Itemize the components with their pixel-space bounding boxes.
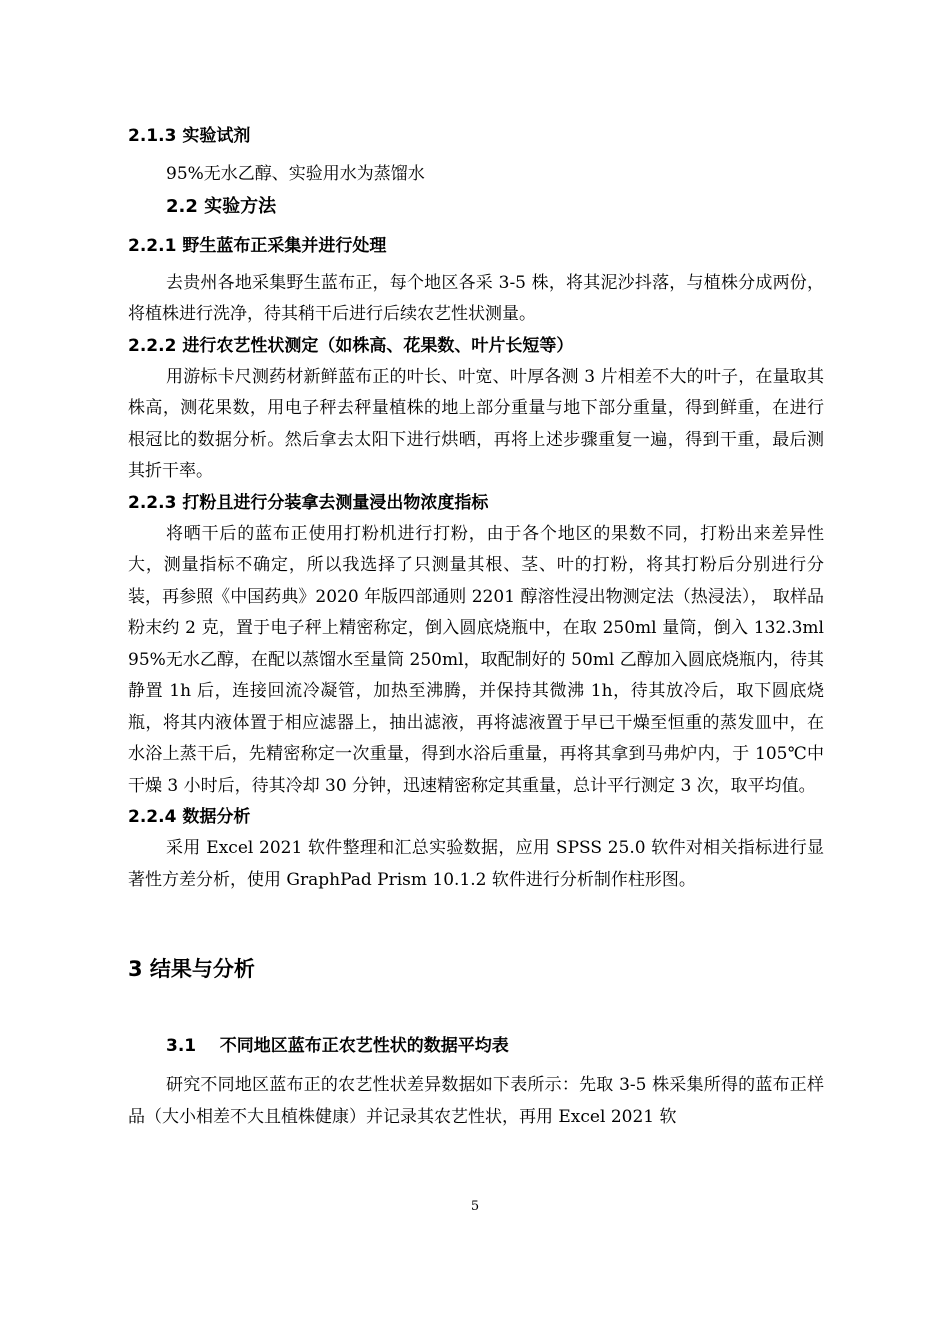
paragraph-2-2-2: 用游标卡尺测药材新鲜蓝布正的叶长、叶宽、叶厚各测 3 片相差不大的叶子，在量取其株高，测花果数，用电子秤去秤量植株的地上部分重量与地下部分重量，得到鲜重，在进行根冠比的数据分析。然后拿去太阳下进行烘晒，再将上述步骤重复一遍，得到干重，最后测其折干率。 (128, 366, 824, 481)
paragraph-2-1-3: 95%无水乙醇、实验用水为蒸馏水 (166, 164, 425, 184)
heading-2-1-3: 2.1.3 实验试剂 (128, 126, 251, 146)
paragraph-2-2-4: 采用 Excel 2021 软件整理和汇总实验数据，应用 SPSS 25.0 软件对相关指标进行显著性方差分析，使用 GraphPad Prism 10.1.2 软件进行分析制作柱形图。 (128, 838, 824, 890)
page-content (128, 124, 824, 1133)
heading-2-2: 2.2 实验方法 (166, 195, 277, 217)
paragraph-3-1: 研究不同地区蓝布正的农艺性状差异数据如下表所示：先取 3-5 株采集所得的蓝布正样品（大小相差不大且植株健康）并记录其农艺性状，再用 Excel 2021 软 (128, 1075, 824, 1127)
heading-2-2-4: 2.2.4 数据分析 (128, 807, 251, 827)
heading-2-2-3: 2.2.3 打粉且进行分装拿去测量浸出物浓度指标 (128, 492, 489, 513)
heading-3-1: 3.1 不同地区蓝布正农艺性状的数据平均表 (166, 1036, 509, 1056)
paragraph-2-2-1: 去贵州各地采集野生蓝布正，每个地区各采 3-5 株，将其泥沙抖落，与植株分成两份，将植株进行洗净，待其稍干后进行后续农艺性状测量。 (128, 272, 824, 324)
page-number: 5 (470, 1199, 480, 1214)
heading-3: 3 结果与分析 (128, 957, 255, 981)
heading-2-2-2: 2.2.2 进行农艺性状测定（如株高、花果数、叶片长短等） (128, 335, 574, 356)
heading-2-2-1: 2.2.1 野生蓝布正采集并进行处理 (128, 235, 387, 256)
paragraph-2-2-3: 将晒干后的蓝布正使用打粉机进行打粉，由于各个地区的果数不同，打粉出来差异性大，测量指标不确定，所以我选择了只测量其根、茎、叶的打粉，将其打粉后分别进行分装，再参照《中国药典》2020 年版四部通则 2201 醇溶性浸出物测定法（热浸法）， 取样品粉末约 2 克，置于电子秤上精密称定，倒入圆底烧瓶中，在取 250ml 量筒，倒入 132.3ml95%无水乙醇，在配以蒸馏水至量筒 250ml，取配制好的 50ml 乙醇加入圆底烧瓶内，待其静置 1h 后，连接回流冷凝管，加热至沸腾，并保持其微沸 1h，待其放冷后，取下圆底烧瓶，将其内液体置于相应滤器上，抽出滤液，再将滤液置于早已干燥至恒重的蒸发皿中，在水浴上蒸干后，先精密称定一次重量，得到水浴后重量，再将其拿到马弗炉内，于 105℃中干燥 3 小时后，待其冷却 30 分钟，迅速精密称定其重量，总计平行测定 3 次，取平均值。 (128, 523, 824, 796)
